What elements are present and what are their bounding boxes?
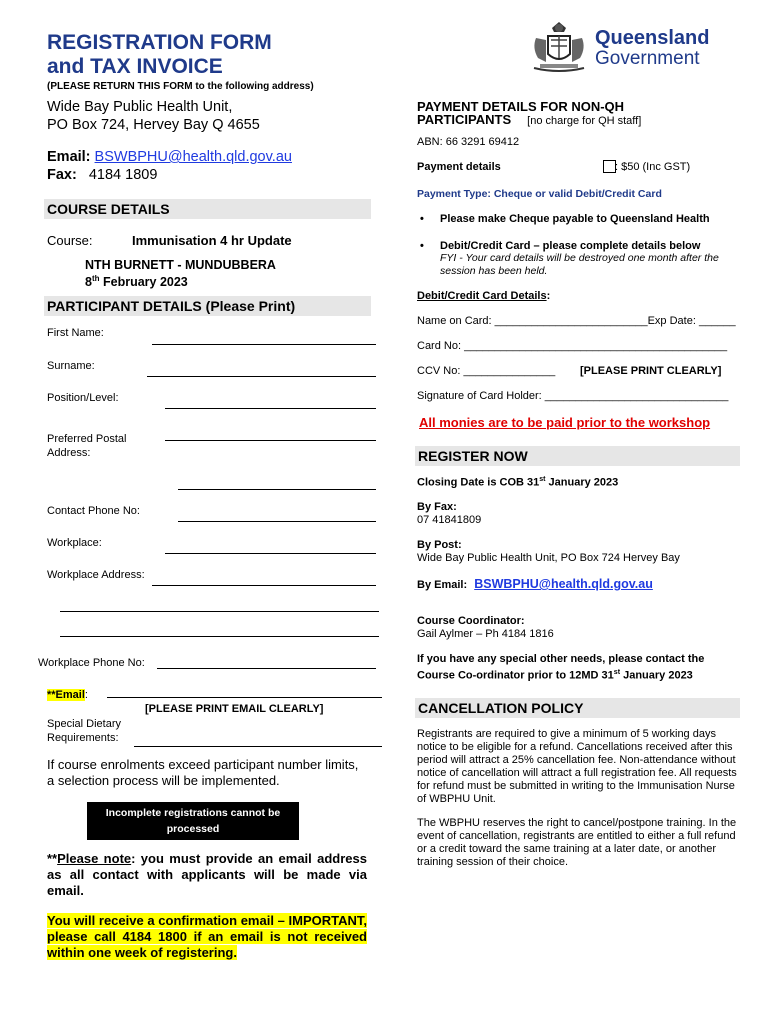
abn: ABN: 66 3291 69412 (417, 136, 520, 148)
course-details-heading: COURSE DETAILS (44, 199, 371, 219)
fax-row (47, 167, 157, 183)
no-charge-note: [no charge for QH staff] (527, 115, 642, 127)
address-line2: PO Box 724, Hervey Bay Q 4655 (47, 117, 260, 133)
by-fax: By Fax: 07 41841809 (417, 501, 482, 526)
dietary-field[interactable] (134, 746, 382, 747)
cancellation-heading: CANCELLATION POLICY (415, 698, 740, 718)
workplace-address-field-3[interactable] (60, 636, 379, 637)
workplace-field[interactable] (165, 553, 376, 554)
contact-phone-field[interactable] (178, 521, 376, 522)
name-on-card-field[interactable]: Name on Card: _________________________Exp Date: ______ (417, 315, 736, 327)
surname-label: Surname: (47, 360, 95, 372)
by-post: By Post: Wide Bay Public Health Unit, PO Box 724 Hervey Bay (417, 539, 680, 564)
workplace-phone-label: Workplace Phone No: (38, 657, 145, 669)
title-line2: and TAX INVOICE (47, 55, 223, 78)
payment-fee: : $50 (Inc GST) (615, 161, 691, 173)
logo-text-queensland: Queensland (595, 27, 710, 49)
first-name-field[interactable] (152, 344, 376, 345)
contact-phone-label: Contact Phone No: (47, 505, 140, 517)
email-note: **Please note: you must provide an email address as all contact with applicants will be made via email. (47, 851, 367, 898)
fax-label: Fax: (47, 167, 77, 183)
fax-value: 4184 1809 (88, 167, 158, 183)
selection-note: If course enrolments exceed participant number limits, a selection process will be implemented. (47, 757, 359, 788)
card-number-field[interactable]: Card No: ___________________________________________ (417, 340, 728, 352)
first-name-label: First Name: (47, 327, 104, 339)
workplace-label: Workplace: (47, 537, 102, 549)
postal-address-field-1[interactable] (165, 440, 376, 441)
signature-field[interactable]: Signature of Card Holder: ______________________________ (417, 390, 729, 402)
participant-details-heading: PARTICIPANT DETAILS (Please Print) (44, 296, 371, 316)
position-label: Position/Level: (47, 392, 119, 404)
crest-icon (528, 18, 590, 76)
surname-field[interactable] (147, 376, 376, 377)
cheque-instruction: Please make Cheque payable to Queensland Health (440, 213, 710, 225)
address-line1: Wide Bay Public Health Unit, (47, 99, 233, 115)
course-location: NTH BURNETT - MUNDUBBERA (85, 258, 276, 272)
monies-notice: All monies are to be paid prior to the workshop (419, 415, 711, 430)
email-link[interactable]: BSWBPHU@health.qld.gov.au (94, 149, 292, 165)
course-name: Immunisation 4 hr Update (132, 233, 292, 248)
email-label: Email: (47, 149, 91, 165)
title-line1: REGISTRATION FORM (47, 31, 272, 54)
payment-heading-line1: PAYMENT DETAILS FOR NON-QH (417, 99, 625, 114)
cancellation-para-1: Registrants are required to give a minimum of 5 working days notice to be eligible for a refund. Cancellations received after this period will attract a 25% cancellation fee. Non-attendance without notice of cancellation will attract a full registration fee. All requests for refund must be submitted in writing to the Immunisation Nurse of WBPHU Unit. (417, 728, 737, 805)
register-email-link[interactable]: BSWBPHU@health.qld.gov.au (474, 577, 653, 591)
logo-text-government: Government (595, 48, 700, 69)
course-location-date (85, 258, 276, 289)
workplace-address-label: Workplace Address: (47, 569, 145, 581)
postal-address-field-2[interactable] (178, 489, 376, 490)
by-email: By Email: BSWBPHU@health.qld.gov.au (417, 577, 653, 591)
participant-email-field[interactable] (107, 697, 382, 698)
payment-type: Payment Type: Cheque or valid Debit/Credit Card (417, 188, 662, 200)
dietary-label: Special Dietary Requirements: (47, 718, 121, 744)
incomplete-warning-box: Incomplete registrations cannot be processed (87, 802, 299, 840)
email-row (47, 149, 292, 165)
course-date: 8th February 2023 (85, 274, 188, 290)
form-title (47, 31, 272, 79)
fyi-note: FYI - Your card details will be destroyed one month after the session has been held. (440, 252, 719, 277)
closing-date: Closing Date is COB 31st January 2023 (417, 476, 619, 489)
bullet-dot-1: • (420, 213, 424, 225)
email-field-label: **Email: (47, 689, 88, 701)
position-field[interactable] (165, 408, 376, 409)
return-note: (PLEASE RETURN THIS FORM to the following address) (47, 81, 314, 92)
cancellation-para-2: The WBPHU reserves the right to cancel/postpone training. In the event of cancellation, registrants are entitled to either a full refund or a credit toward the same training at a later date, or another training session of their choice. (417, 817, 737, 868)
print-clearly-note: [PLEASE PRINT CLEARLY] (580, 365, 722, 377)
confirmation-note: You will receive a confirmation email – IMPORTANT, please call 4184 1800 if an email is not received within one week of registering. (47, 913, 367, 960)
ccv-field[interactable]: CCV No: _______________ (417, 365, 556, 377)
card-instruction: Debit/Credit Card – please complete details below (440, 240, 701, 252)
print-email-note: [PLEASE PRINT EMAIL CLEARLY] (145, 703, 324, 715)
register-now-heading: REGISTER NOW (415, 446, 740, 466)
payment-heading-line2: PARTICIPANTS [no charge for QH staff] (417, 112, 642, 127)
course-coordinator: Course Coordinator: Gail Aylmer – Ph 4184 1816 (417, 615, 554, 640)
card-details-heading: Debit/Credit Card Details: (417, 290, 551, 302)
course-label: Course: (47, 233, 93, 248)
workplace-phone-field[interactable] (157, 668, 376, 669)
postal-address-label: Preferred Postal Address: (47, 433, 127, 459)
bullet-dot-2: • (420, 240, 424, 252)
workplace-address-field-2[interactable] (60, 611, 379, 612)
payment-heading (417, 100, 641, 128)
workplace-address-field-1[interactable] (152, 585, 376, 586)
payment-details-label: Payment details (417, 161, 501, 173)
special-needs-note: If you have any special other needs, please contact the Course Co-ordinator prior to 12MD 31st January 2023 (417, 653, 705, 682)
address-block (47, 98, 260, 134)
queensland-government-logo (528, 18, 708, 78)
